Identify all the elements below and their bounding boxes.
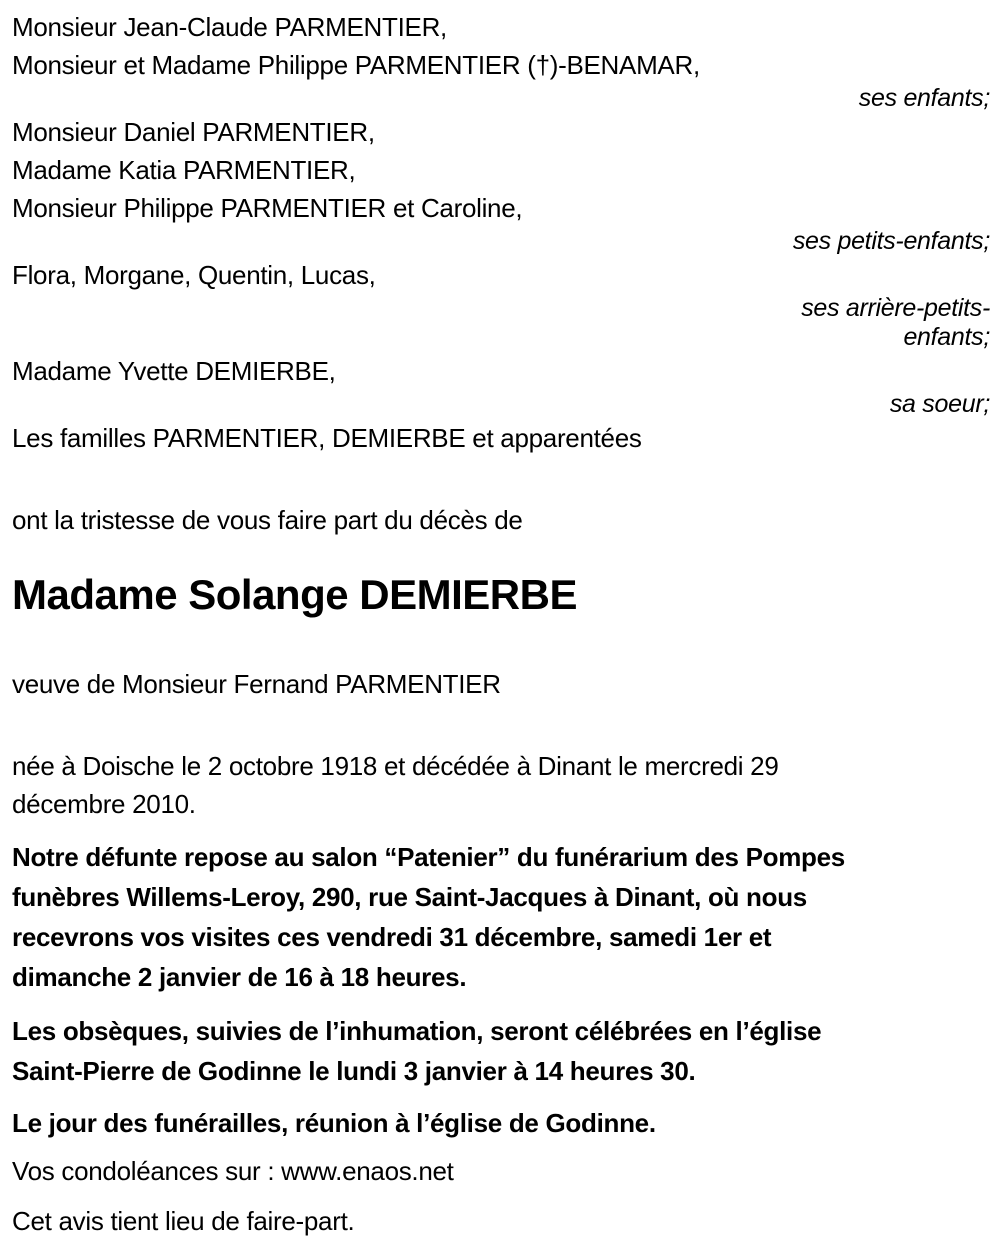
widow-line: veuve de Monsieur Fernand PARMENTIER [12,669,501,699]
relation-label-sister: sa soeur; [889,390,990,418]
relation-label-grandchildren: ses petits-enfants; [792,227,990,255]
condolences-url: www.enaos.net [281,1156,454,1186]
visitation-paragraph [12,837,990,997]
mourner-line-great-grandchildren: Flora, Morgane, Quentin, Lucas, [12,260,376,290]
condolences-prefix: Vos condoléances sur : [12,1156,282,1186]
mourner-line-grandchild-1: Monsieur Daniel PARMENTIER, [12,117,375,147]
announcement-line: ont la tristesse de vous faire part du décès de [12,505,523,535]
mourner-line-grandchild-2: Madame Katia PARMENTIER, [12,155,356,185]
birth-death-paragraph [12,747,990,823]
mourner-line-grandchild-3: Monsieur Philippe PARMENTIER et Caroline, [12,193,523,223]
birth-death-line-1: née à Doische le 2 octobre 1918 et décédée à Dinant le mercredi 29 [12,751,779,781]
families-line: Les familles PARMENTIER, DEMIERBE et apparentées [12,423,642,453]
visitation-line-2: funèbres Willems-Leroy, 290, rue Saint-Jacques à Dinant, où nous [12,882,807,912]
relation-label-great-grandchildren-2: enfants; [903,323,990,351]
meeting-line: Le jour des funérailles, réunion à l’église de Godinne. [12,1108,656,1138]
footnote-line: Cet avis tient lieu de faire-part. [12,1206,355,1236]
condolences-line [12,1151,990,1191]
visitation-line-3: recevrons vos visites ces vendredi 31 décembre, samedi 1er et [12,922,772,952]
mourner-line-child-1: Monsieur Jean-Claude PARMENTIER, [12,12,447,42]
relation-label-great-grandchildren-1: ses arrière-petits- [801,294,990,322]
mourner-line-sister: Madame Yvette DEMIERBE, [12,356,336,386]
visitation-line-1: Notre défunte repose au salon “Patenier” du funérarium des Pompes [12,842,845,872]
funeral-paragraph [12,1011,990,1091]
funeral-line-1: Les obsèques, suivies de l’inhumation, seront célébrées en l’église [12,1016,822,1046]
funeral-line-2: Saint-Pierre de Godinne le lundi 3 janvier à 14 heures 30. [12,1056,696,1086]
visitation-line-4: dimanche 2 janvier de 16 à 18 heures. [12,962,467,992]
birth-death-line-2: décembre 2010. [12,789,196,819]
deceased-name: Madame Solange DEMIERBE [12,571,577,618]
mourner-line-child-2: Monsieur et Madame Philippe PARMENTIER (†)-BENAMAR, [12,50,700,80]
relation-label-children: ses enfants; [858,84,990,112]
